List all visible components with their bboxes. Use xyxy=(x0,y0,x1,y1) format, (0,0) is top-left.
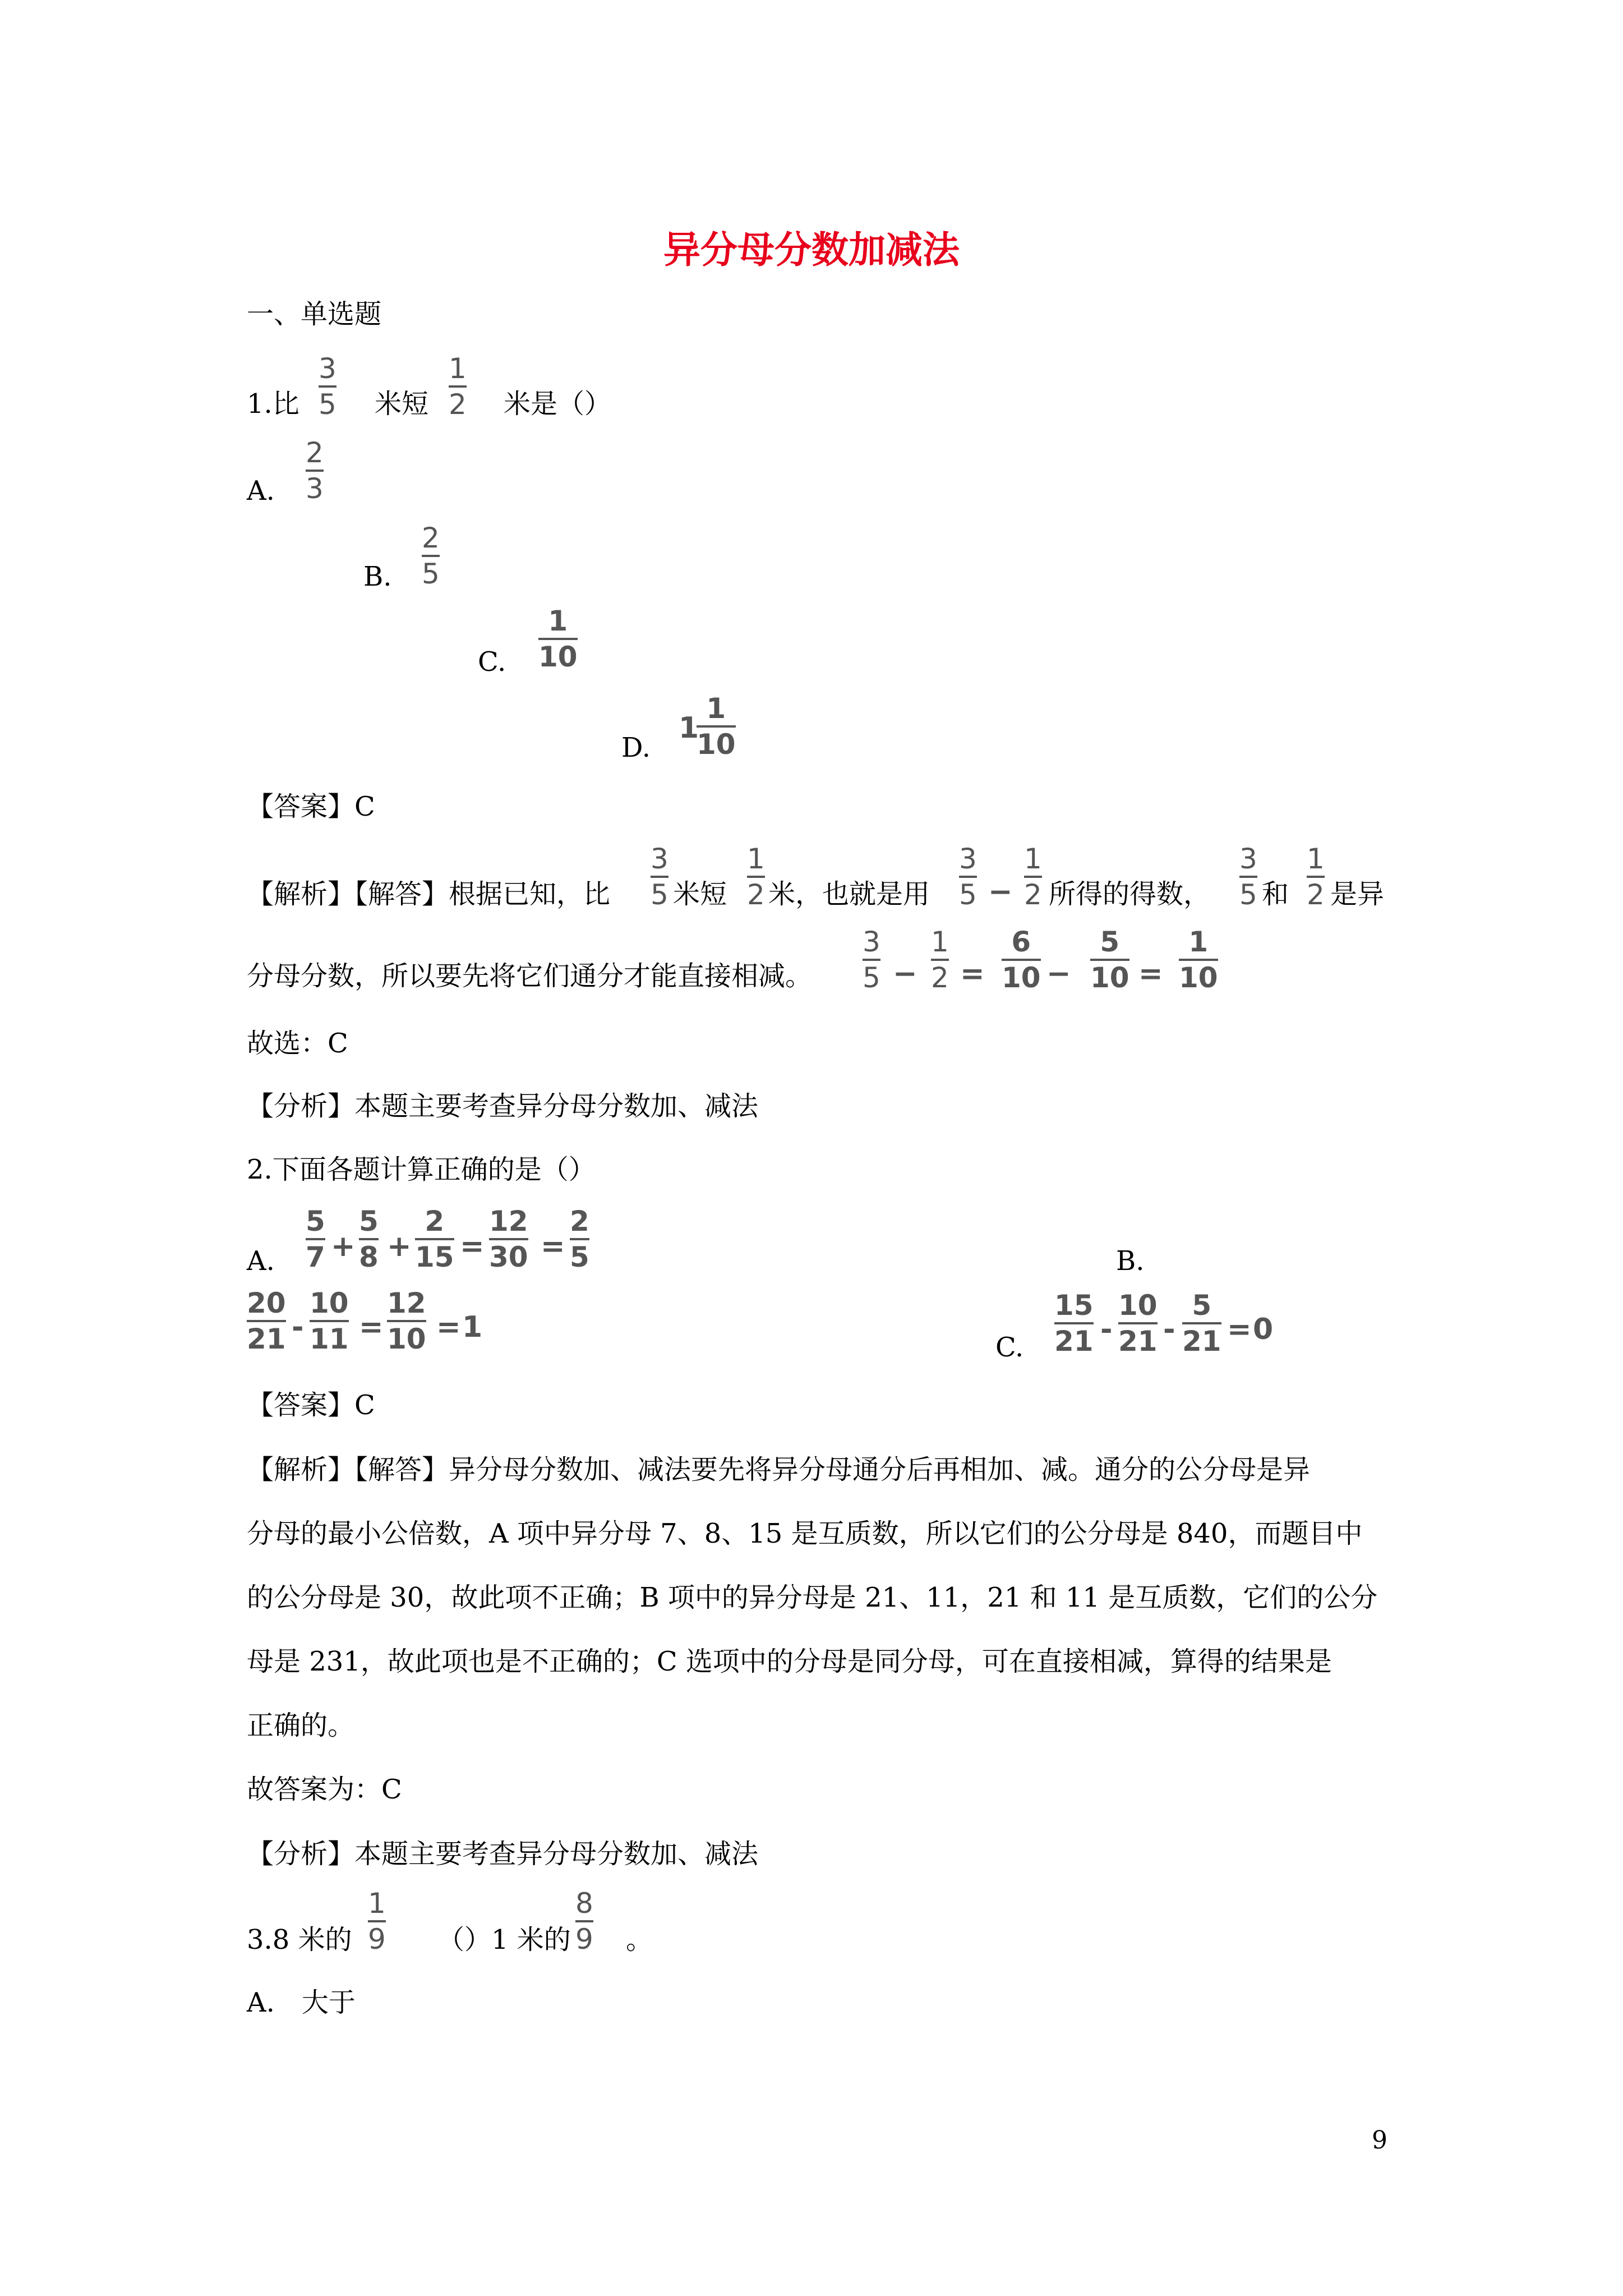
operator: − xyxy=(893,957,917,991)
option-label: B. xyxy=(1116,1245,1145,1277)
operator: = xyxy=(1138,957,1163,991)
fraction: 15 21 xyxy=(1054,1289,1094,1358)
fraction: 5 10 xyxy=(1090,926,1129,994)
fraction: 1 2 xyxy=(1307,843,1325,911)
operator: - xyxy=(1163,1313,1175,1346)
q1-suffix: 米是（） xyxy=(504,388,612,420)
option-fraction: 1 10 xyxy=(697,692,736,761)
option-label: A. xyxy=(247,475,275,507)
fraction: 1 2 xyxy=(931,926,949,994)
option-label: B. xyxy=(363,561,392,592)
operator: - xyxy=(292,1310,304,1344)
result: 0 xyxy=(1253,1313,1274,1346)
operator: = xyxy=(960,957,985,991)
fraction: 1 2 xyxy=(1024,843,1042,911)
option-label: D. xyxy=(621,732,651,763)
q3-part: （）1 米的 xyxy=(437,1924,571,1955)
fraction: 5 21 xyxy=(1182,1289,1221,1358)
option-label: A. xyxy=(247,1245,275,1277)
q3-part: 。 xyxy=(626,1924,653,1955)
q3-part: 3.8 米的 xyxy=(247,1924,352,1955)
operator: + xyxy=(387,1230,412,1263)
q1-mid: 米短 xyxy=(375,388,429,420)
analysis-line: 母是 231，故此项也是不正确的；C 选项中的分母是同分母，可在直接相减，算得的结果是 xyxy=(247,1646,1332,1677)
option-label: C. xyxy=(478,646,506,678)
fenxi: 【分析】本题主要考查异分母分数加、减法 xyxy=(247,1091,759,1122)
fraction: 2 15 xyxy=(415,1205,454,1273)
fraction: 1 2 xyxy=(449,352,467,421)
analysis-part: 是异 xyxy=(1330,878,1385,910)
conclusion: 故选：C xyxy=(247,1028,348,1059)
analysis-line: 分母的最小公倍数，A 项中异分母 7、8、15 是互质数，所以它们的公分母是 840，而题目中 xyxy=(247,1518,1363,1549)
analysis-line: 分母分数，所以要先将它们通分才能直接相减。 xyxy=(247,960,813,992)
fenxi: 【分析】本题主要考查异分母分数加、减法 xyxy=(247,1838,759,1870)
fraction: 12 30 xyxy=(489,1205,528,1273)
answer: 【答案】C xyxy=(247,1389,375,1421)
fraction: 10 21 xyxy=(1118,1289,1158,1358)
option-label: A. 大于 xyxy=(247,1987,356,2018)
q2-stem: 2.下面各题计算正确的是（） xyxy=(247,1154,596,1185)
analysis-part: 米短 xyxy=(673,878,727,910)
fraction: 1 10 xyxy=(1179,926,1218,994)
document-title: 异分母分数加减法 xyxy=(663,228,960,272)
analysis-part: 所得的得数， xyxy=(1049,878,1211,910)
analysis-line: 正确的。 xyxy=(247,1710,355,1741)
option-fraction: 1 10 xyxy=(538,605,578,673)
fraction: 5 8 xyxy=(359,1205,379,1273)
operator: − xyxy=(988,875,1013,909)
fraction: 3 5 xyxy=(863,926,880,994)
q1-prefix: 1.比 xyxy=(247,388,299,420)
operator: + xyxy=(331,1230,356,1263)
result: 1 xyxy=(462,1310,483,1344)
fraction: 3 5 xyxy=(1239,843,1257,911)
conclusion: 故答案为：C xyxy=(247,1774,402,1805)
analysis-part: 【解析】【解答】根据已知，比 xyxy=(247,878,611,910)
mixed-whole: 1 xyxy=(679,711,699,745)
fraction: 6 10 xyxy=(1002,926,1041,994)
analysis-line: 的公分母是 30，故此项不正确；B 项中的异分母是 21、11，21 和 11 是互质数，它们的公分 xyxy=(247,1582,1378,1613)
operator: = xyxy=(359,1310,384,1344)
analysis-part: 米，也就是用 xyxy=(768,878,930,910)
fraction: 20 21 xyxy=(247,1287,286,1355)
fraction: 8 9 xyxy=(575,1887,593,1955)
page-number: 9 xyxy=(1372,2126,1387,2155)
analysis-part: 和 xyxy=(1262,878,1289,910)
answer: 【答案】C xyxy=(247,791,375,822)
operator: = xyxy=(1227,1313,1252,1346)
operator: = xyxy=(541,1230,565,1263)
fraction: 3 5 xyxy=(319,352,336,421)
fraction: 3 5 xyxy=(959,843,977,911)
operator: − xyxy=(1046,957,1071,991)
operator: = xyxy=(460,1230,485,1263)
fraction: 10 11 xyxy=(310,1287,349,1355)
analysis-line: 【解析】【解答】异分母分数加、减法要先将异分母通分后再相加、减。通分的公分母是异 xyxy=(247,1454,1311,1485)
option-fraction: 2 5 xyxy=(422,522,440,590)
fraction: 2 5 xyxy=(570,1205,589,1273)
fraction: 3 5 xyxy=(651,843,668,911)
section-heading: 一、单选题 xyxy=(247,298,382,330)
operator: - xyxy=(1100,1313,1113,1346)
fraction: 5 7 xyxy=(306,1205,325,1273)
fraction: 12 10 xyxy=(387,1287,426,1355)
fraction: 1 9 xyxy=(368,1887,386,1955)
option-fraction: 2 3 xyxy=(306,436,324,505)
fraction: 1 2 xyxy=(747,843,765,911)
option-label: C. xyxy=(995,1332,1024,1363)
operator: = xyxy=(436,1310,461,1344)
